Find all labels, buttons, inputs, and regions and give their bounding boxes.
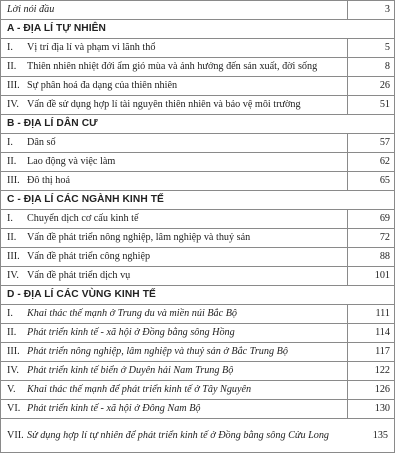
toc-entry-title bbox=[1, 153, 348, 172]
toc-entry-label: Thiên nhiên nhiệt đới ẩm gió mùa và ảnh hưởng đến sản xuất, đời sống bbox=[27, 61, 318, 72]
toc-entry-page: 111 bbox=[348, 305, 395, 324]
toc-entry-title bbox=[1, 267, 348, 286]
section-heading-a: A - ĐỊA LÍ TỰ NHIÊN bbox=[1, 20, 395, 39]
toc-intro-row[interactable] bbox=[1, 1, 395, 20]
toc-entry-title bbox=[1, 210, 348, 229]
toc-intro-page: 3 bbox=[348, 1, 395, 20]
toc-entry-title bbox=[1, 362, 348, 381]
toc-entry-label: Vấn đề sử dụng hợp lí tài nguyên thiên nhiên và bảo vệ môi trường bbox=[27, 99, 301, 110]
toc-entry-title bbox=[1, 324, 348, 343]
toc-entry-page: 8 bbox=[348, 58, 395, 77]
toc-entry-label: Chuyển dịch cơ cấu kinh tế bbox=[27, 213, 139, 224]
toc-entry-label: Vấn đề phát triển nông nghiệp, lâm nghiệp và thuỷ sản bbox=[27, 232, 251, 243]
toc-entry-row[interactable] bbox=[1, 134, 395, 153]
toc-entry-label: Phát triển kinh tế - xã hội ở Đồng bằng sông Hồng bbox=[27, 327, 235, 338]
toc-entry-label: Vấn đề phát triển công nghiệp bbox=[27, 251, 151, 262]
toc-entry-title bbox=[1, 172, 348, 191]
toc-entry-number: II. bbox=[7, 232, 17, 243]
toc-entry-number: II. bbox=[7, 156, 17, 167]
toc-entry-row[interactable] bbox=[1, 229, 395, 248]
toc-entry-page: 57 bbox=[348, 134, 395, 153]
toc-entry-page: 126 bbox=[348, 381, 395, 400]
toc-entry-label: Sự phân hoá đa dạng của thiên nhiên bbox=[27, 80, 178, 91]
toc-entry-row[interactable] bbox=[1, 172, 395, 191]
toc-entry-page: 51 bbox=[348, 96, 395, 115]
toc-entry-label: Sử dụng hợp lí tự nhiên để phát triển kinh tế ở Đồng bằng sông Cửu Long bbox=[27, 430, 330, 441]
toc-entry-title bbox=[1, 229, 348, 248]
toc-entry-label: Đô thị hoá bbox=[27, 175, 71, 186]
toc-entry-label: Vị trí địa lí và phạm vi lãnh thổ bbox=[27, 42, 156, 53]
toc-entry-number: VII. bbox=[7, 430, 24, 441]
toc-entry-page: 69 bbox=[348, 210, 395, 229]
section-heading-row bbox=[1, 20, 395, 39]
toc-entry-page: 5 bbox=[348, 39, 395, 58]
toc-entry-page: 62 bbox=[348, 153, 395, 172]
toc-entry-title bbox=[1, 96, 348, 115]
toc-entry-page: 72 bbox=[348, 229, 395, 248]
section-heading-row bbox=[1, 286, 395, 305]
toc-entry-number: III. bbox=[7, 175, 20, 186]
toc-entry-title bbox=[1, 248, 348, 267]
toc-entry-page: 114 bbox=[348, 324, 395, 343]
toc-entry-row[interactable] bbox=[1, 153, 395, 172]
toc-entry-number: IV. bbox=[7, 365, 19, 376]
toc-entry-title bbox=[1, 343, 348, 362]
toc-entry-page: 26 bbox=[348, 77, 395, 96]
section-heading-row bbox=[1, 191, 395, 210]
section-heading-d: D - ĐỊA LÍ CÁC VÙNG KINH TẾ bbox=[1, 286, 395, 305]
toc-entry-title bbox=[1, 419, 395, 453]
toc-entry-title bbox=[1, 134, 348, 153]
toc-entry-number: I. bbox=[7, 308, 13, 319]
toc-entry-row[interactable] bbox=[1, 362, 395, 381]
toc-entry-number: VI. bbox=[7, 403, 21, 414]
toc-entry-page: 117 bbox=[348, 343, 395, 362]
toc-entry-row[interactable] bbox=[1, 324, 395, 343]
toc-entry-row[interactable] bbox=[1, 210, 395, 229]
toc-entry-page: 88 bbox=[348, 248, 395, 267]
toc-entry-title bbox=[1, 39, 348, 58]
toc-entry-label: Phát triển kinh tế biển ở Duyên hải Nam Trung Bộ bbox=[27, 365, 234, 376]
toc-entry-row[interactable] bbox=[1, 381, 395, 400]
toc-entry-number: I. bbox=[7, 213, 13, 224]
toc-entry-number: IV. bbox=[7, 99, 19, 110]
section-heading-b: B - ĐỊA LÍ DÂN CƯ bbox=[1, 115, 395, 134]
toc-entry-number: I. bbox=[7, 42, 13, 53]
toc-entry-number: III. bbox=[7, 346, 20, 357]
toc-entry-page: 130 bbox=[348, 400, 395, 419]
toc-intro-title: Lời nói đầu bbox=[1, 1, 348, 20]
toc-entry-label: Vấn đề phát triển dịch vụ bbox=[27, 270, 131, 281]
toc-entry-label: Phát triển nông nghiệp, lâm nghiệp và thuỷ sản ở Bắc Trung Bộ bbox=[27, 346, 288, 357]
toc-entry-row[interactable] bbox=[1, 305, 395, 324]
toc-entry-label: Lao động và việc làm bbox=[27, 156, 116, 167]
toc-entry-page: 122 bbox=[348, 362, 395, 381]
section-heading-row bbox=[1, 115, 395, 134]
toc-entry-number: II. bbox=[7, 327, 17, 338]
toc-entry-number: III. bbox=[7, 251, 20, 262]
toc-entry-row[interactable] bbox=[1, 58, 395, 77]
toc-entry-number: I. bbox=[7, 137, 13, 148]
toc-entry-row[interactable] bbox=[1, 248, 395, 267]
toc-entry-title bbox=[1, 381, 348, 400]
toc-entry-row[interactable] bbox=[1, 400, 395, 419]
toc-entry-row[interactable] bbox=[1, 96, 395, 115]
toc-entry-row[interactable] bbox=[1, 77, 395, 96]
toc-entry-label: Khai thác thế mạnh ở Trung du và miền núi Bắc Bộ bbox=[27, 308, 238, 319]
toc-entry-row[interactable] bbox=[1, 267, 395, 286]
toc-entry-number: V. bbox=[7, 384, 16, 395]
toc-entry-number: II. bbox=[7, 61, 17, 72]
toc-entry-page: 101 bbox=[348, 267, 395, 286]
toc-entry-number: III. bbox=[7, 80, 20, 91]
toc-entry-label: Khai thác thế mạnh để phát triển kinh tế ở Tây Nguyên bbox=[27, 384, 252, 395]
toc-entry-label: Dân số bbox=[27, 137, 56, 148]
toc-entry-title bbox=[1, 400, 348, 419]
toc-entry-page: 135 bbox=[372, 430, 388, 441]
toc-entry-title bbox=[1, 305, 348, 324]
toc-entry-row[interactable] bbox=[1, 343, 395, 362]
toc-entry-title bbox=[1, 77, 348, 96]
toc-entry-number: IV. bbox=[7, 270, 19, 281]
toc-entry-row[interactable] bbox=[1, 39, 395, 58]
section-heading-c: C - ĐỊA LÍ CÁC NGÀNH KINH TẾ bbox=[1, 191, 395, 210]
toc-entry-title bbox=[1, 58, 348, 77]
toc-entry-row[interactable] bbox=[1, 419, 395, 453]
toc-entry-label: Phát triển kinh tế - xã hội ở Đông Nam Bộ bbox=[27, 403, 201, 414]
toc-entry-page: 65 bbox=[348, 172, 395, 191]
